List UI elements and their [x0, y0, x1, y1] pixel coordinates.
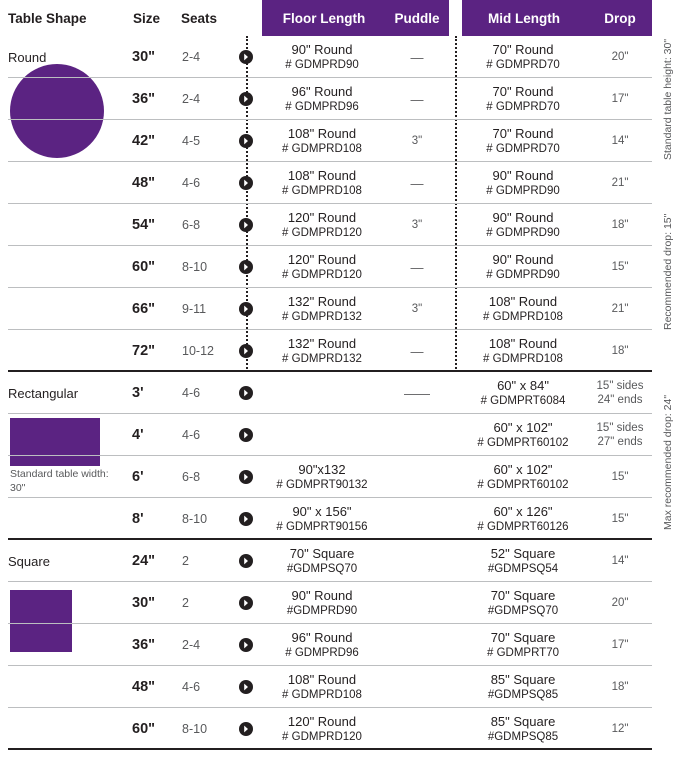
- cell-puddle: ——: [404, 385, 430, 401]
- floor-length-size: 120" Round: [287, 713, 357, 729]
- cell-mid-length: [462, 624, 584, 666]
- mid-length-size: 108" Round: [488, 335, 558, 351]
- chevron-circle-right-icon: [236, 36, 256, 78]
- floor-length-size: 70" Square: [289, 545, 355, 561]
- cell-seats: 6-8: [182, 218, 201, 232]
- cell-mid-length: [462, 78, 584, 120]
- cell-mid-length: [462, 582, 584, 624]
- table-row: [0, 582, 652, 624]
- chevron-circle-right-icon: [236, 204, 256, 246]
- header-floor-length: Floor Length: [282, 10, 366, 26]
- floor-length-sku: # GDMPRD120: [282, 226, 362, 239]
- mid-length-size: 60" x 126": [493, 503, 553, 519]
- cell-mid-length: [462, 246, 584, 288]
- cell-shape: [8, 162, 128, 204]
- table-body: [0, 36, 652, 750]
- cell-mid-length: [462, 666, 584, 708]
- floor-length-size: 96" Round: [291, 629, 353, 645]
- mid-length-size: 70" Round: [492, 83, 554, 99]
- cell-size: 4': [132, 427, 144, 443]
- mid-length-size: 60" x 84": [497, 377, 549, 393]
- header-seats: Seats: [181, 10, 218, 26]
- floor-length-size: 108" Round: [287, 125, 357, 141]
- cell-size: 30": [132, 595, 156, 611]
- floor-length-sku: # GDMPRT90156: [276, 520, 368, 533]
- cell-floor-length: [262, 540, 382, 582]
- cell-shape: [8, 78, 128, 120]
- cell-puddle: [386, 456, 448, 498]
- table-row: [0, 246, 652, 288]
- cell-drop: 14": [611, 134, 629, 147]
- chevron-circle-right-icon: [236, 288, 256, 330]
- cell-mid-length: [462, 330, 584, 372]
- mid-length-sku: # GDMPRT6084: [480, 394, 566, 407]
- floor-length-size: 96" Round: [291, 83, 353, 99]
- cell-seats: 2-4: [182, 638, 201, 652]
- chevron-circle-right-icon: [236, 582, 256, 624]
- mid-length-size: 60" x 102": [493, 461, 553, 477]
- floor-length-size: 90"x132: [298, 461, 346, 477]
- cell-size: 66": [132, 301, 156, 317]
- mid-length-size: 70" Square: [490, 629, 556, 645]
- cell-floor-length: [262, 456, 382, 498]
- mid-length-size: 90" Round: [492, 251, 554, 267]
- cell-seats: 4-6: [182, 176, 201, 190]
- floor-length-sku: # GDMPRD108: [282, 688, 362, 701]
- cell-floor-length: [262, 582, 382, 624]
- cell-puddle: [386, 666, 448, 708]
- cell-drop: 15" sides 24" ends: [596, 379, 644, 406]
- cell-mid-length: [462, 414, 584, 456]
- cell-shape: [8, 624, 128, 666]
- floor-length-sku: # GDMPRD108: [282, 184, 362, 197]
- header-mid-length: Mid Length: [488, 10, 560, 26]
- floor-length-size: 108" Round: [287, 671, 357, 687]
- chevron-circle-right-icon: [236, 246, 256, 288]
- mid-length-size: 90" Round: [492, 209, 554, 225]
- table-row: [0, 498, 652, 540]
- cell-drop: 17": [611, 92, 629, 105]
- mid-length-sku: # GDMPRT70: [486, 646, 559, 659]
- mid-length-sku: #GDMPSQ85: [487, 730, 559, 743]
- cell-mid-length: [462, 456, 584, 498]
- cell-size: 42": [132, 133, 156, 149]
- floor-length-sku: # GDMPRD132: [282, 310, 362, 323]
- cell-size: 3': [132, 385, 144, 401]
- cell-floor-length: [262, 330, 382, 372]
- floor-length-sku: # GDMPRD108: [282, 142, 362, 155]
- cell-puddle: 3": [411, 303, 423, 315]
- cell-size: 30": [132, 49, 156, 65]
- table-row: [0, 414, 652, 456]
- cell-drop: 21": [611, 176, 629, 189]
- floor-length-size: 90" x 156": [292, 503, 352, 519]
- chevron-circle-right-icon: [236, 120, 256, 162]
- cell-size: 48": [132, 679, 156, 695]
- cell-drop: 17": [611, 638, 629, 651]
- cell-size: 72": [132, 343, 156, 359]
- cell-puddle: —: [410, 49, 424, 65]
- table-row: [0, 372, 652, 414]
- table-row: [0, 708, 652, 750]
- table-row: [0, 162, 652, 204]
- cell-size: 36": [132, 91, 156, 107]
- chevron-circle-right-icon: [236, 624, 256, 666]
- cell-puddle: —: [410, 175, 424, 191]
- cell-seats: 6-8: [182, 470, 201, 484]
- mid-length-size: 60" x 102": [493, 419, 553, 435]
- table-row: [0, 288, 652, 330]
- cell-size: 6': [132, 469, 144, 485]
- cell-seats: 2-4: [182, 50, 201, 64]
- cell-size: 48": [132, 175, 156, 191]
- cell-puddle: 3": [411, 219, 423, 231]
- cell-floor-length: [262, 708, 382, 750]
- mid-length-sku: #GDMPSQ54: [487, 562, 559, 575]
- cell-seats: 2-4: [182, 92, 201, 106]
- cell-puddle: [386, 498, 448, 540]
- cell-floor-length: [262, 498, 382, 540]
- mid-length-sku: # GDMPRD90: [486, 226, 560, 239]
- cell-floor-length: [262, 666, 382, 708]
- cell-floor-length: [262, 372, 382, 414]
- cell-seats: 8-10: [182, 260, 208, 274]
- table-row: [0, 78, 652, 120]
- cell-shape: Round: [8, 49, 47, 65]
- table-row: [0, 624, 652, 666]
- floor-length-sku: # GDMPRT90132: [276, 478, 368, 491]
- mid-length-sku: # GDMPRD90: [486, 184, 560, 197]
- floor-length-size: 132" Round: [287, 335, 357, 351]
- mid-length-sku: # GDMPRD70: [486, 58, 560, 71]
- cell-mid-length: [462, 372, 584, 414]
- mid-length-size: 52" Square: [490, 545, 556, 561]
- floor-length-size: 90" Round: [291, 587, 353, 603]
- cell-puddle: [386, 540, 448, 582]
- cell-drop: 15": [611, 512, 629, 525]
- side-note-table-height: Standard table height: 30": [662, 38, 674, 160]
- cell-drop: 14": [611, 554, 629, 567]
- floor-length-size: 120" Round: [287, 209, 357, 225]
- cell-seats: 4-6: [182, 428, 201, 442]
- cell-mid-length: [462, 204, 584, 246]
- cell-floor-length: [262, 288, 382, 330]
- floor-length-sku: # GDMPRD96: [285, 100, 359, 113]
- header-puddle: Puddle: [394, 10, 440, 26]
- cell-mid-length: [462, 498, 584, 540]
- floor-length-sku: #GDMPRD90: [286, 604, 358, 617]
- cell-seats: 2: [182, 554, 189, 568]
- table-row: [0, 36, 652, 78]
- mid-length-sku: #GDMPSQ85: [487, 688, 559, 701]
- cell-puddle: [386, 414, 448, 456]
- cell-drop: 20": [611, 596, 629, 609]
- mid-length-size: 85" Square: [490, 671, 556, 687]
- cell-shape: [8, 456, 128, 498]
- rectangular-table-note: Standard table width: 30": [10, 468, 109, 494]
- cell-floor-length: [262, 36, 382, 78]
- mid-length-sku: # GDMPRD108: [483, 352, 563, 365]
- cell-drop: 18": [611, 680, 629, 693]
- cell-seats: 4-5: [182, 134, 201, 148]
- chevron-circle-right-icon: [236, 414, 256, 456]
- chevron-circle-right-icon: [236, 666, 256, 708]
- mid-length-size: 108" Round: [488, 293, 558, 309]
- cell-shape: [8, 666, 128, 708]
- table-row: [0, 330, 652, 372]
- cell-floor-length: [262, 414, 382, 456]
- header-table-shape: Table Shape: [8, 10, 87, 26]
- cell-size: 54": [132, 217, 156, 233]
- chevron-circle-right-icon: [236, 498, 256, 540]
- table-row: [0, 120, 652, 162]
- cell-shape: [8, 120, 128, 162]
- cell-drop: 18": [611, 344, 629, 357]
- table-row: [0, 666, 652, 708]
- cell-mid-length: [462, 120, 584, 162]
- cell-shape: [8, 582, 128, 624]
- header-size: Size: [133, 10, 161, 26]
- cell-mid-length: [462, 540, 584, 582]
- side-note-max-drop: Max recommended drop: 24": [662, 394, 674, 530]
- mid-length-sku: #GDMPSQ70: [487, 604, 559, 617]
- cell-size: 36": [132, 637, 156, 653]
- cell-seats: 2: [182, 596, 189, 610]
- cell-shape: [8, 414, 128, 456]
- cell-puddle: 3": [411, 135, 423, 147]
- cell-size: 8': [132, 511, 144, 527]
- mid-length-sku: # GDMPRD90: [486, 268, 560, 281]
- cell-seats: 8-10: [182, 512, 208, 526]
- cell-mid-length: [462, 708, 584, 750]
- floor-length-size: 90" Round: [291, 41, 353, 57]
- cell-shape: Rectangular: [8, 385, 79, 401]
- floor-length-size: 108" Round: [287, 167, 357, 183]
- cell-shape: [8, 204, 128, 246]
- cell-seats: 10-12: [182, 344, 214, 358]
- floor-length-sku: # GDMPRD96: [285, 646, 359, 659]
- cell-size: 60": [132, 259, 156, 275]
- chevron-circle-right-icon: [236, 162, 256, 204]
- cell-seats: 4-6: [182, 680, 201, 694]
- floor-length-size: 120" Round: [287, 251, 357, 267]
- mid-length-size: 70" Round: [492, 125, 554, 141]
- cell-shape: Square: [8, 553, 50, 569]
- mid-length-sku: # GDMPRT60126: [477, 520, 569, 533]
- cell-seats: 9-11: [182, 302, 207, 316]
- cell-puddle: —: [410, 343, 424, 359]
- cell-floor-length: [262, 246, 382, 288]
- chevron-circle-right-icon: [236, 78, 256, 120]
- chevron-circle-right-icon: [236, 330, 256, 372]
- cell-floor-length: [262, 624, 382, 666]
- mid-length-sku: # GDMPRT60102: [477, 478, 569, 491]
- chevron-circle-right-icon: [236, 456, 256, 498]
- chevron-circle-right-icon: [236, 708, 256, 750]
- floor-length-size: 132" Round: [287, 293, 357, 309]
- table-row: [0, 204, 652, 246]
- floor-length-sku: # GDMPRD120: [282, 730, 362, 743]
- floor-length-sku: # GDMPRD132: [282, 352, 362, 365]
- cell-puddle: [386, 624, 448, 666]
- cell-shape: [8, 288, 128, 330]
- cell-mid-length: [462, 288, 584, 330]
- cell-drop: 12": [611, 722, 629, 735]
- cell-drop: 20": [611, 50, 629, 63]
- chevron-circle-right-icon: [236, 540, 256, 582]
- mid-length-sku: # GDMPRD70: [486, 142, 560, 155]
- cell-drop: 15": [611, 260, 629, 273]
- cell-floor-length: [262, 120, 382, 162]
- mid-length-sku: # GDMPRD70: [486, 100, 560, 113]
- cell-mid-length: [462, 162, 584, 204]
- cell-drop: 15": [611, 470, 629, 483]
- floor-length-sku: # GDMPRD90: [285, 58, 359, 71]
- cell-floor-length: [262, 78, 382, 120]
- mid-length-size: 70" Square: [490, 587, 556, 603]
- side-note-recommended-drop: Recommended drop: 15": [662, 213, 674, 330]
- table-row: [0, 456, 652, 498]
- cell-mid-length: [462, 36, 584, 78]
- mid-length-size: 70" Round: [492, 41, 554, 57]
- cell-puddle: [386, 582, 448, 624]
- row-divider: [8, 748, 652, 750]
- mid-length-size: 85" Square: [490, 713, 556, 729]
- cell-seats: 4-6: [182, 386, 201, 400]
- cell-floor-length: [262, 204, 382, 246]
- cell-puddle: [386, 708, 448, 750]
- cell-drop: 15" sides 27" ends: [596, 421, 644, 448]
- cell-shape: [8, 498, 128, 540]
- mid-length-size: 90" Round: [492, 167, 554, 183]
- cell-seats: 8-10: [182, 722, 208, 736]
- cell-drop: 18": [611, 218, 629, 231]
- floor-length-sku: #GDMPSQ70: [286, 562, 358, 575]
- header-drop: Drop: [604, 10, 636, 26]
- mid-length-sku: # GDMPRD108: [483, 310, 563, 323]
- cell-floor-length: [262, 162, 382, 204]
- mid-length-sku: # GDMPRT60102: [477, 436, 569, 449]
- floor-length-sku: # GDMPRD120: [282, 268, 362, 281]
- cell-shape: [8, 330, 128, 372]
- cell-puddle: —: [410, 91, 424, 107]
- cell-puddle: —: [410, 259, 424, 275]
- cell-shape: [8, 246, 128, 288]
- cell-size: 60": [132, 721, 156, 737]
- chevron-circle-right-icon: [236, 372, 256, 414]
- cell-drop: 21": [611, 302, 629, 315]
- table-row: [0, 540, 652, 582]
- cell-shape: [8, 708, 128, 750]
- cell-size: 24": [132, 553, 156, 569]
